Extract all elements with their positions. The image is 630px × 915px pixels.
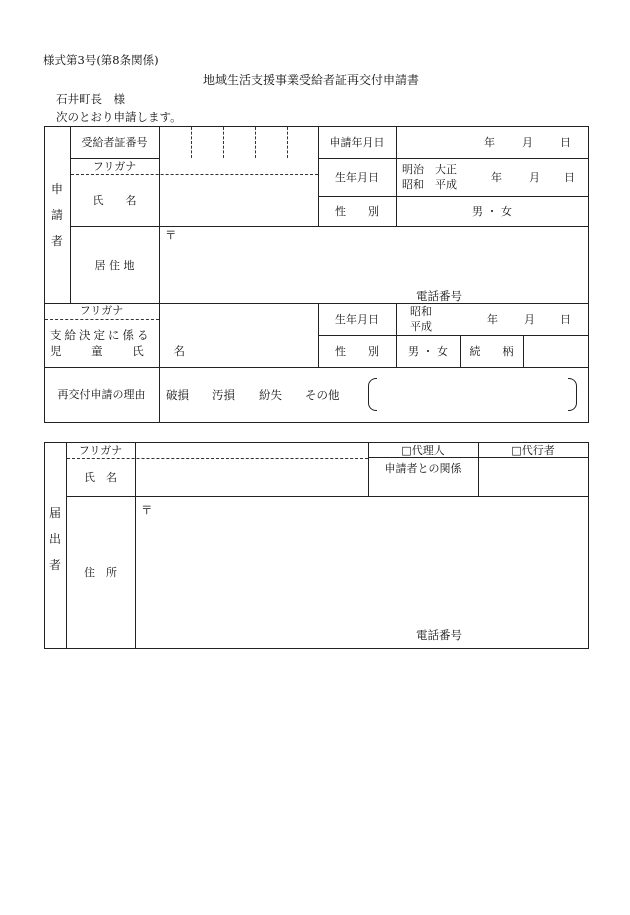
child-era-line1: 昭和 — [410, 305, 432, 318]
addressee: 石井町長 様 — [56, 92, 125, 106]
apply-date-label: 申請年月日 — [329, 136, 385, 149]
applicant-birth-year: 年 — [491, 171, 502, 184]
agent-checkbox[interactable]: □代行者 — [511, 444, 555, 457]
reason-option-other[interactable]: その他 — [305, 388, 340, 402]
submitter-furigana-label: フリガナ — [78, 444, 123, 457]
applicant-name-label: 氏 名 — [92, 194, 137, 207]
applicant-address-label: 居 住 地 — [94, 259, 135, 272]
submitter-postal-mark: 〒 — [141, 503, 153, 517]
child-name-field[interactable] — [160, 320, 318, 367]
applicant-section-label: 申請者 — [50, 182, 63, 248]
applicant-address-field[interactable] — [160, 227, 588, 302]
child-name-label-line1: 支給決定に係る — [50, 328, 152, 342]
reason-option-soiled[interactable]: 汚損 — [212, 388, 235, 402]
applicant-name-field[interactable] — [160, 175, 318, 225]
reason-option-damaged[interactable]: 破損 — [166, 388, 189, 402]
applicant-furigana-field[interactable] — [160, 159, 318, 174]
child-era-line2: 平成 — [410, 320, 432, 333]
child-gender-options[interactable]: 男 ・ 女 — [408, 345, 448, 358]
submitter-address-field[interactable] — [136, 497, 588, 648]
applicant-era-line2: 昭和 平成 — [402, 178, 457, 191]
form-title: 地域生活支援事業受給者証再交付申請書 — [203, 73, 420, 87]
cert-number-field[interactable] — [160, 127, 318, 158]
child-furigana-label: フリガナ — [79, 304, 124, 317]
child-birth-year: 年 — [487, 313, 498, 326]
child-birth-day: 日 — [560, 313, 571, 326]
submitter-address-label: 住 所 — [84, 566, 117, 579]
applicant-gender-options[interactable]: 男 ・ 女 — [472, 205, 512, 218]
apply-date-day: 日 — [560, 136, 571, 149]
applicant-birth-month: 月 — [529, 171, 540, 184]
applicant-era-line1: 明治 大正 — [402, 163, 457, 176]
child-birthdate-label: 生年月日 — [335, 313, 379, 326]
child-relation-label: 続 柄 — [469, 345, 514, 358]
submitter-name-field[interactable] — [136, 459, 368, 496]
applicant-phone-label: 電話番号 — [416, 289, 462, 303]
applicant-gender-label: 性 別 — [335, 205, 379, 218]
reason-label: 再交付申請の理由 — [57, 388, 146, 401]
reason-other-field[interactable] — [368, 378, 577, 411]
child-relation-field[interactable] — [524, 336, 588, 367]
submitter-section-label: 届出者 — [48, 506, 61, 572]
applicant-birth-day: 日 — [564, 171, 575, 184]
relation-to-applicant-field[interactable] — [479, 458, 588, 496]
child-birth-month: 月 — [524, 313, 535, 326]
applicant-furigana-label: フリガナ — [92, 160, 137, 173]
submitter-name-label: 氏 名 — [84, 471, 117, 484]
child-gender-label: 性 別 — [335, 345, 379, 358]
submitter-phone-label: 電話番号 — [416, 628, 462, 642]
proxy-checkbox[interactable]: □代理人 — [401, 444, 445, 457]
relation-to-applicant-label: 申請者との関係 — [384, 462, 462, 475]
form-number: 様式第3号(第8条関係) — [43, 53, 159, 67]
apply-date-year: 年 — [484, 136, 495, 149]
intro-text: 次のとおり申請します。 — [56, 110, 182, 124]
child-furigana-field[interactable] — [160, 304, 318, 319]
cert-number-label: 受給者証番号 — [81, 136, 148, 149]
apply-date-month: 月 — [522, 136, 533, 149]
child-name-label-line2: 児 童 氏 名 — [50, 344, 198, 358]
reason-option-lost[interactable]: 紛失 — [259, 388, 282, 402]
applicant-postal-mark: 〒 — [165, 228, 177, 242]
submitter-furigana-field[interactable] — [136, 443, 368, 458]
applicant-birthdate-label: 生年月日 — [335, 171, 379, 184]
